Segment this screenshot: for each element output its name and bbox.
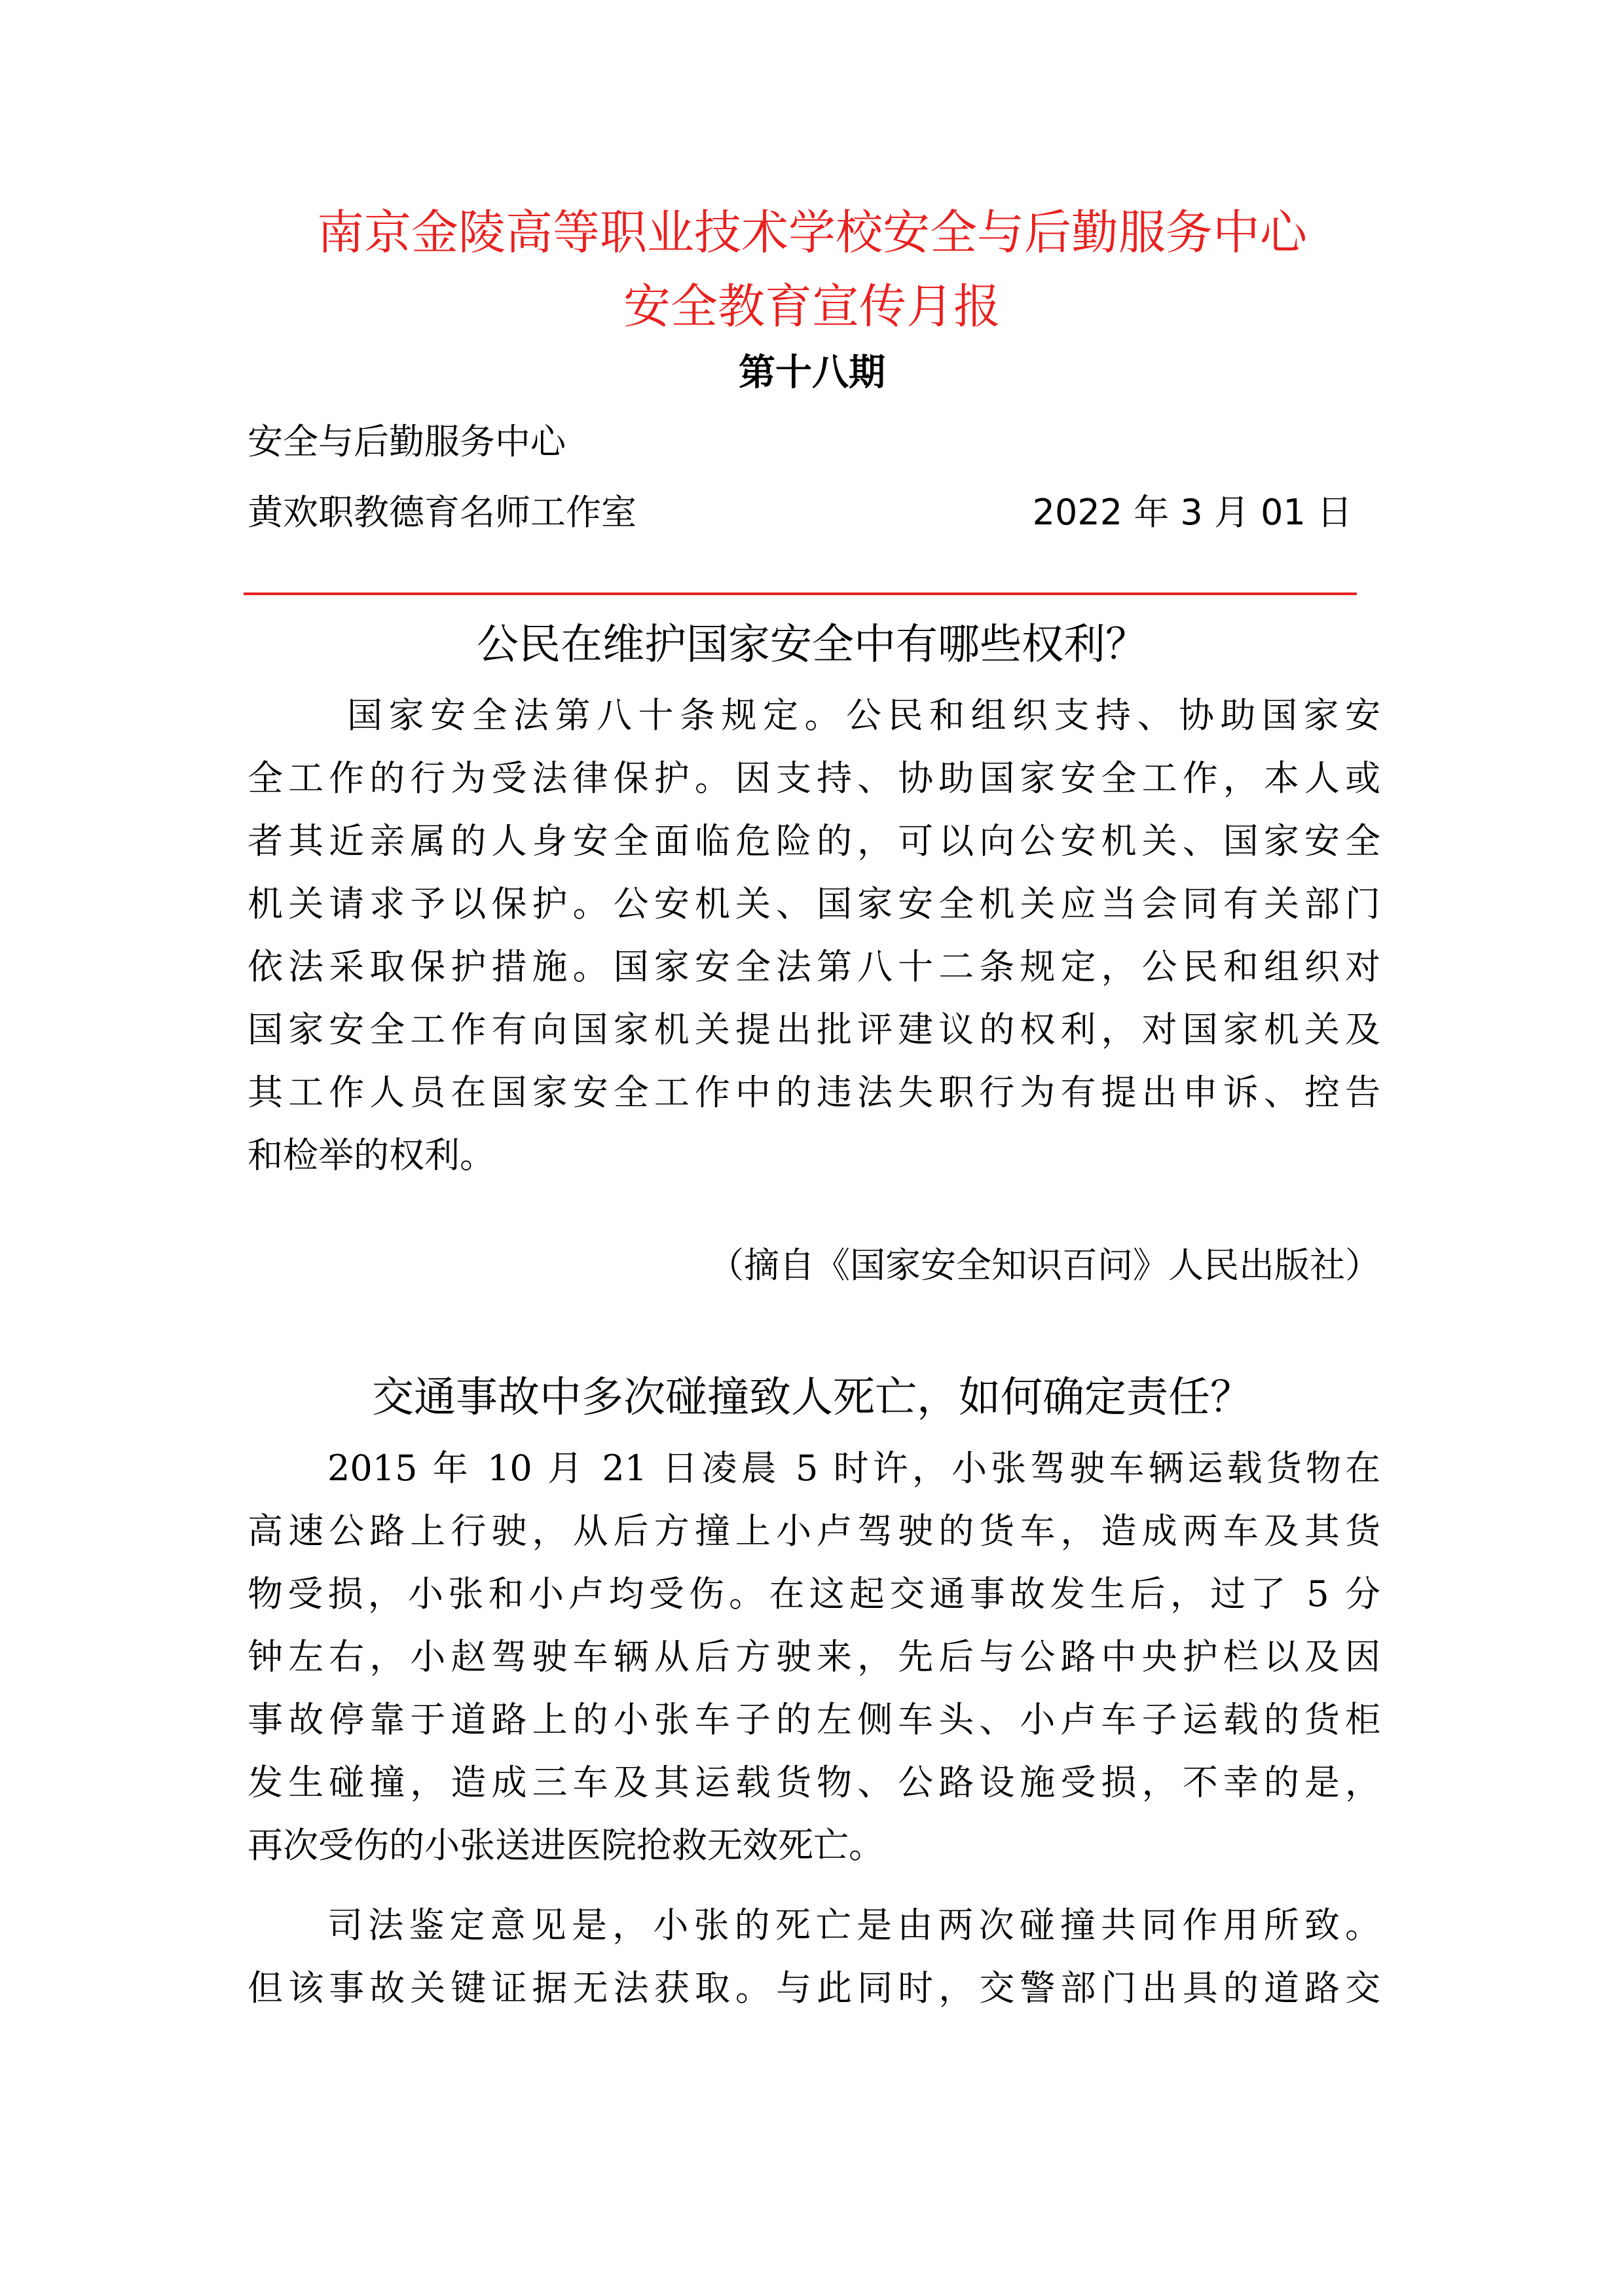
header-divider: [244, 592, 1357, 595]
newsletter-title-line-1: 南京金陵高等职业技术学校安全与后勤服务中心: [316, 205, 1307, 260]
article-2-paragraph-line: 发生碰撞，造成三车及其运载货物、公路设施受损，不幸的是，: [248, 1762, 1380, 1803]
article-1-paragraph-line: 机关请求予以保护。公安机关、国家安全机关应当会同有关部门: [248, 883, 1380, 924]
publish-date: 2022 年 3 月 01 日: [1032, 492, 1352, 533]
issue-number: 第十八期: [739, 352, 885, 394]
article-1-source: （摘自《国家安全知识百问》人民出版社）: [709, 1245, 1380, 1286]
article-1-paragraph-line: 国家安全工作有向国家机关提出批评建议的权利，对国家机关及: [248, 1009, 1380, 1050]
article-1-paragraph-line: 依法采取保护措施。国家安全法第八十二条规定，公民和组织对: [248, 946, 1380, 987]
newsletter-title-line-2: 安全教育宣传月报: [623, 279, 1001, 334]
article-1-paragraph-line: 全工作的行为受法律保护。因支持、协助国家安全工作，本人或: [248, 757, 1380, 799]
publisher-line-2: 黄欢职教德育名师工作室: [248, 492, 637, 533]
article-1-paragraph-line: 国家安全法第八十条规定。公民和组织支持、协助国家安: [347, 695, 1380, 736]
article-2-paragraph-line: 司法鉴定意见是，小张的死亡是由两次碰撞共同作用所致。: [327, 1904, 1380, 1946]
article-1-title: 公民在维护国家安全中有哪些权利？: [477, 621, 1147, 669]
article-2-title: 交通事故中多次碰撞致人死亡，如何确定责任？: [372, 1374, 1252, 1422]
article-2-paragraph-line: 钟左右，小赵驾驶车辆从后方驶来，先后与公路中央护栏以及因: [248, 1636, 1380, 1677]
article-2-paragraph-line: 但该事故关键证据无法获取。与此同时，交警部门出具的道路交: [248, 1967, 1380, 2009]
article-2-paragraph-line: 事故停靠于道路上的小张车子的左侧车头、小卢车子运载的货柜: [248, 1699, 1380, 1740]
article-2-paragraph-line: 再次受伤的小张送进医院抢救无效死亡。: [248, 1825, 884, 1866]
publisher-line-1: 安全与后勤服务中心: [248, 421, 566, 462]
article-1-paragraph-line: 和检举的权利。: [248, 1135, 495, 1176]
article-2-paragraph-line: 高速公路上行驶，从后方撞上小卢驾驶的货车，造成两车及其货: [248, 1510, 1380, 1552]
article-1-paragraph-line: 者其近亲属的人身安全面临危险的，可以向公安机关、国家安全: [248, 820, 1380, 862]
article-2-paragraph-line: 2015 年 10 月 21 日凌晨 5 时许，小张驾驶车辆运载货物在: [327, 1448, 1380, 1489]
article-1-paragraph-line: 其工作人员在国家安全工作中的违法失职行为有提出申诉、控告: [248, 1072, 1380, 1113]
article-2-paragraph-line: 物受损，小张和小卢均受伤。在这起交通事故发生后，过了 5 分: [248, 1573, 1380, 1614]
